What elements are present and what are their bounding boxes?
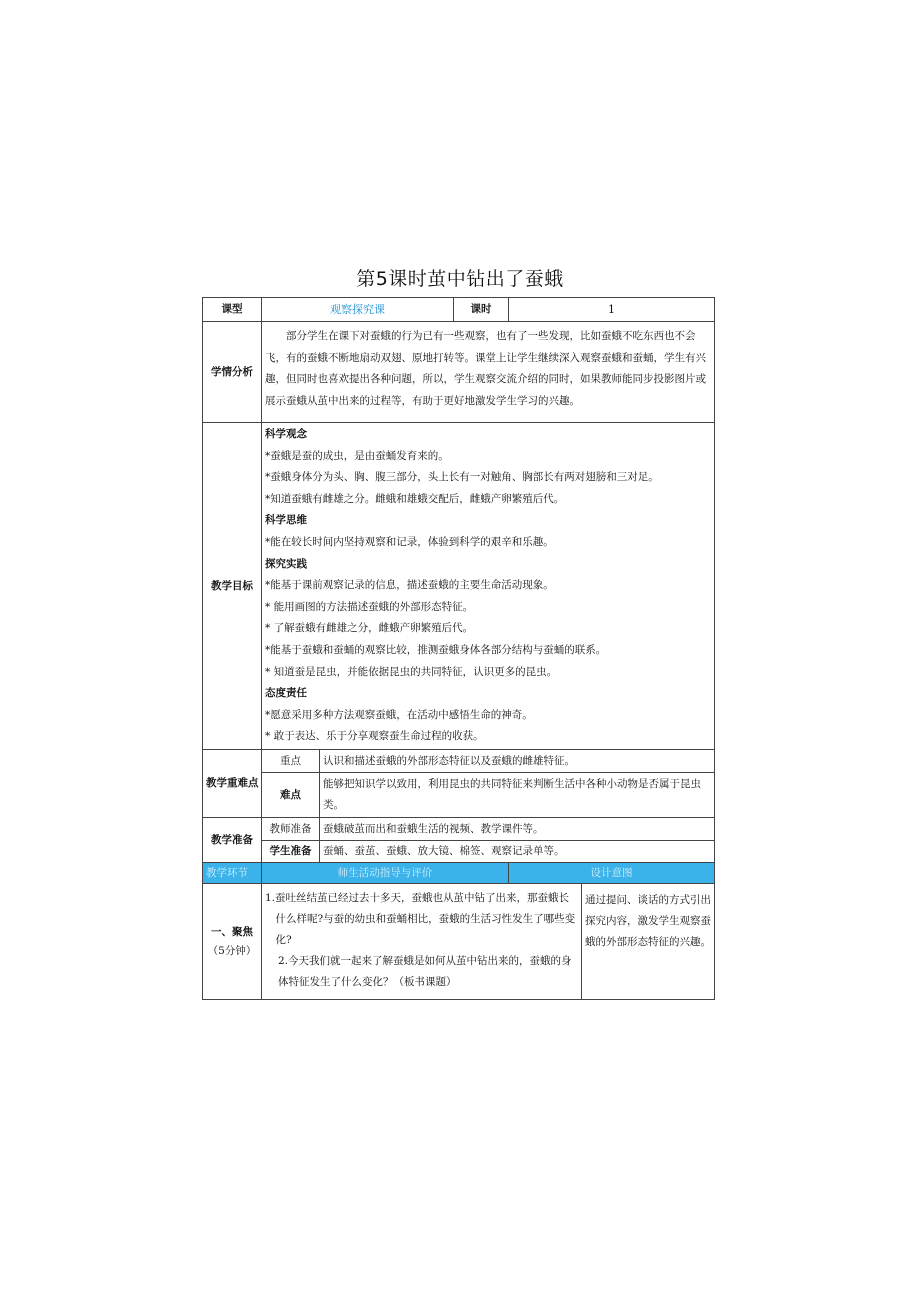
prep-student-row — [203, 841, 715, 863]
objective-item: * 敢于表达、乐于分享观察蚕生命过程的收获。 — [265, 730, 484, 743]
focus-stage-row — [203, 884, 715, 1000]
key-points-label: 教学重难点 — [203, 750, 262, 818]
focus-design-intent: 通过提问、谈话的方式引出探究内容，激发学生观察蚕蛾的外部形态特征的兴趣。 — [582, 884, 715, 1000]
student-analysis-text: 部分学生在课下对蚕蛾的行为已有一些观察，也有了一些发现，比如蚕蛾不吃东西也不会飞，有的蚕蛾不断地扇动双翅、原地打转等。课堂上让学生继续深入观察蚕蛾和蚕蛹，学生有兴趣，但同时也喜欢提出各种问题，所以，学生观察交流介绍的同时，如果教师能同步投影图片或展示蚕蛾从茧中出来的过程等，有助于更好地激发学生学习的兴趣。 — [265, 330, 706, 407]
objective-item: *蚕蛾身体分为头、胸、腹三部分，头上长有一对触角、胸部长有两对翅膀和三对足。 — [265, 471, 659, 484]
objective-section — [265, 683, 711, 748]
focus-activity-item: 2.今天我们就一起来了解蚕蛾是如何从茧中钻出来的，蚕蛾的身体特征发生了什么变化？（板书课题） — [278, 955, 572, 988]
prep-teacher-row — [203, 818, 715, 841]
key-point-difficulty-row — [203, 773, 715, 818]
period-label: 课时 — [454, 298, 509, 322]
student-prep-label: 学生准备 — [262, 841, 320, 863]
objective-heading: 探究实践 — [265, 557, 307, 570]
student-analysis-label: 学情分析 — [203, 322, 262, 423]
objective-section — [265, 510, 711, 553]
objective-section — [265, 554, 711, 684]
student-analysis-row — [203, 322, 715, 423]
focus-text: 认识和描述蚕蛾的外部形态特征以及蚕蛾的雌雄特征。 — [320, 750, 715, 773]
objectives-label: 教学目标 — [203, 423, 262, 750]
objectives-row — [203, 423, 715, 750]
lesson-type-value: 观察探究课 — [262, 298, 454, 322]
objective-heading: 态度责任 — [265, 687, 307, 700]
objective-item: *知道蚕蛾有雌雄之分。雌蛾和雄蛾交配后，雌蛾产卵繁殖后代。 — [265, 492, 565, 505]
difficulty-label: 难点 — [262, 773, 320, 818]
objective-section — [265, 424, 711, 510]
student-prep-text: 蚕蛹、蚕茧、蚕蛾、放大镜、棉签、观察记录单等。 — [320, 841, 715, 863]
process-col-intent: 设计意图 — [509, 863, 715, 884]
process-col-stage: 教学环节 — [203, 863, 262, 884]
objective-item: *能基于蚕蛾和蚕蛹的观察比较，推测蚕蛾身体各部分结构与蚕蛹的联系。 — [265, 643, 607, 656]
page-title: 第5课时茧中钻出了蚕蛾 — [356, 268, 564, 290]
objective-item: *能基于课前观察记录的信息，描述蚕蛾的主要生命活动现象。 — [265, 579, 554, 592]
objective-item: * 知道蚕是昆虫，并能依据昆虫的共同特征，认识更多的昆虫。 — [265, 665, 558, 678]
objective-item: * 能用画图的方法描述蚕蛾的外部形态特征。 — [265, 600, 474, 613]
key-point-focus-row — [203, 750, 715, 773]
lesson-type-label: 课型 — [203, 298, 262, 322]
teacher-prep-label: 教师准备 — [262, 818, 320, 841]
process-header-row — [203, 863, 715, 884]
focus-label: 重点 — [262, 750, 320, 773]
objective-heading: 科学思维 — [265, 514, 307, 527]
teacher-prep-text: 蚕蛾破茧而出和蚕蛾生活的视频、教学课件等。 — [320, 818, 715, 841]
process-col-activity: 师生活动指导与评价 — [262, 863, 509, 884]
objective-item: *能在较长时间内坚持观察和记录，体验到科学的艰辛和乐趣。 — [265, 535, 554, 548]
objective-item: *蚕蛾是蚕的成虫，是由蚕蛹发育来的。 — [265, 449, 449, 462]
objective-item: * 了解蚕蛾有雌雄之分，雌蛾产卵繁殖后代。 — [265, 622, 474, 635]
lesson-type-row — [203, 298, 715, 322]
focus-stage-title: 一、聚焦 — [211, 925, 253, 938]
focus-activity-item: 1.蚕吐丝结茧已经过去十多天，蚕蛾也从茧中钻了出来，那蚕蛾长什么样呢?与蚕的幼虫和蚕蛹相比，蚕蛾的生活习性发生了哪些变化? — [265, 892, 576, 946]
lesson-plan-table — [202, 297, 715, 1000]
preparation-label: 教学准备 — [203, 818, 262, 863]
objective-heading: 科学观念 — [265, 428, 307, 440]
period-value: 1 — [509, 298, 715, 322]
objective-item: *愿意采用多种方法观察蚕蛾，在活动中感悟生命的神奇。 — [265, 708, 533, 721]
difficulty-text: 能够把知识学以致用，利用昆虫的共同特征来判断生活中各种小动物是否属于昆虫类。 — [320, 773, 715, 818]
focus-stage-duration: （5分钟） — [207, 944, 257, 957]
